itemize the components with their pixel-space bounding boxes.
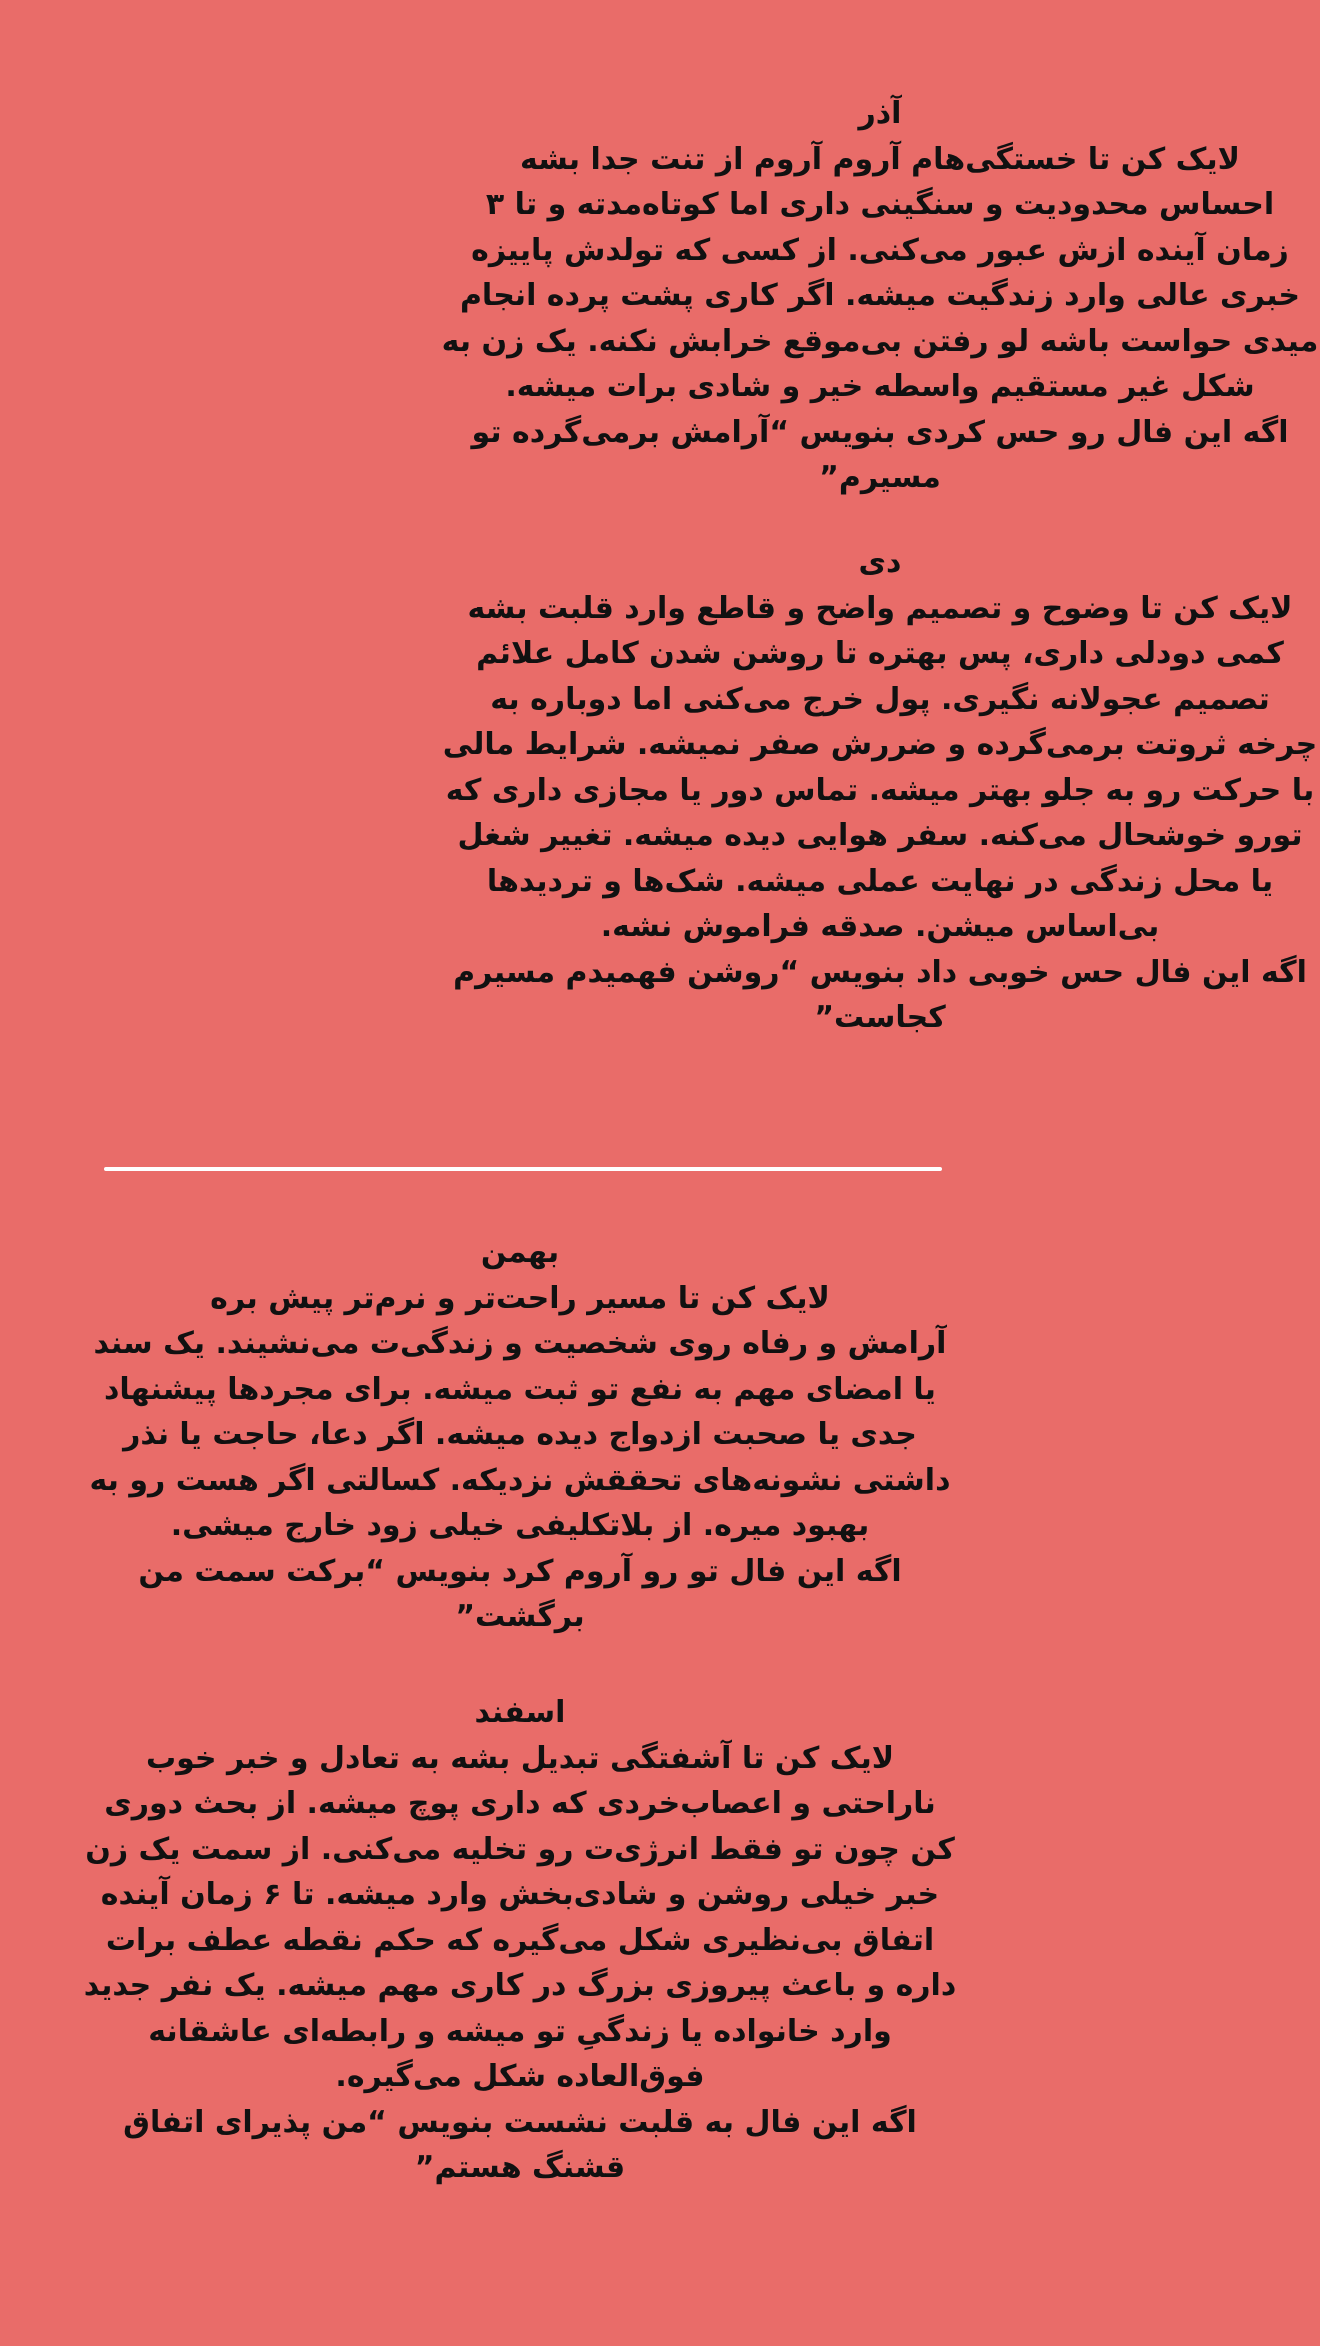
- text-line: لایک کن تا وضوح و تصمیم واضح و قاطع وارد قلبت بشه: [467, 590, 1293, 626]
- text-line: ناراحتی و اعصاب‌خردی که داری پوچ میشه. از بحث دوری: [104, 1786, 936, 1821]
- text-line: داره و باعث پیروزی بزرگ در کاری مهم میشه. یک نفر جدید: [83, 1968, 957, 2003]
- text-line: شکل غیر مستقیم واسطه خیر و شادی برات میشه.: [505, 369, 1255, 404]
- text-line: لایک کن تا آشفتگی تبدیل بشه به تعادل و خبر خوب: [145, 1740, 895, 1776]
- text-line: آرامش و رفاه روی شخصیت و زندگی‌ت می‌نشیند. یک سند: [93, 1326, 947, 1361]
- fortune-section-esfand: [80, 1690, 960, 2191]
- fortune-section-dey: [440, 540, 1320, 1041]
- text-line: اتفاق بی‌نظیری شکل می‌گیره که حکم نقطه عطف برات: [105, 1922, 935, 1958]
- fortune-section-bahman: [80, 1230, 960, 1640]
- text-line: بی‌اساس میشن. صدقه فراموش نشه.: [600, 909, 1160, 944]
- section-title: آذر: [858, 96, 902, 131]
- text-line: اگه این فال رو حس کردی بنویس “آرامش برمی‌گرده تو: [471, 414, 1289, 450]
- text-line: با حرکت رو به جلو بهتر میشه. تماس دور یا مجازی داری که: [445, 772, 1315, 808]
- text-line: میدی حواست باشه لو رفتن بی‌موقع خرابش نکنه. یک زن به: [441, 323, 1319, 359]
- fortune-section-azar: [440, 91, 1320, 501]
- text-line: یا امضای مهم به نفع تو ثبت میشه. برای مجردها پیشنهاد: [104, 1371, 936, 1407]
- section-title: دی: [858, 545, 902, 580]
- text-line: برگشت”: [455, 1599, 585, 1634]
- text-line: اگه این فال حس خوبی داد بنویس “روشن فهمیدم مسیرم: [453, 954, 1307, 990]
- text-line: زمان آینده ازش عبور می‌کنی. از کسی که تولدش پاییزه: [471, 232, 1289, 268]
- text-line: یا محل زندگی در نهایت عملی میشه. شک‌ها و تردیدها: [486, 863, 1274, 899]
- text-line: مسیرم”: [819, 460, 941, 495]
- text-line: کن چون تو فقط انرژی‌ت رو تخلیه می‌کنی. از سمت یک زن: [85, 1831, 955, 1867]
- text-line: فوق‌العاده شکل می‌گیره.: [335, 2059, 705, 2094]
- text-line: اگه این فال به قلبت نشست بنویس “من پذیرای اتفاق: [123, 2104, 917, 2140]
- text-line: داشتی نشونه‌های تحققش نزدیکه. کسالتی اگر هست رو به: [89, 1462, 951, 1498]
- text-line: وارد خانواده یا زندگیِ تو میشه و رابطه‌ای عاشقانه: [148, 2013, 892, 2049]
- text-line: اگه این فال تو رو آروم کرد بنویس “برکت سمت من: [138, 1553, 902, 1589]
- text-line: جدی یا صحبت ازدواج دیده میشه. اگر دعا، حاجت یا نذر: [123, 1417, 917, 1452]
- section-title: بهمن: [480, 1235, 560, 1270]
- text-line: قشنگ هستم”: [414, 2150, 626, 2185]
- text-line: لایک کن تا مسیر راحت‌تر و نرم‌تر پیش بره: [210, 1280, 830, 1316]
- text-line: چرخه ثروتت برمی‌گرده و ضررش صفر نمیشه. شرایط مالی: [442, 727, 1318, 762]
- text-line: خبری عالی وارد زندگیت میشه. اگر کاری پشت پرده انجام: [459, 278, 1301, 313]
- text-line: تصمیم عجولانه نگیری. پول خرج می‌کنی اما دوباره به: [490, 681, 1270, 717]
- text-line: احساس محدودیت و سنگینی داری اما کوتاه‌مدته و تا ۳: [485, 187, 1275, 222]
- text-line: بهبود میره. از بلاتکلیفی خیلی زود خارج میشی.: [170, 1508, 870, 1543]
- text-line: لایک کن تا خستگی‌هام آروم آروم از تنت جدا بشه: [520, 141, 1240, 177]
- text-line: تورو خوشحال می‌کنه. سفر هوایی دیده میشه. تغییر شغل: [457, 818, 1303, 853]
- text-line: کجاست”: [814, 1000, 946, 1035]
- section-title: اسفند: [474, 1695, 566, 1730]
- divider-line: [104, 1167, 942, 1171]
- text-line: خبر خیلی روشن و شادی‌بخش وارد میشه. تا ۶ زمان آینده: [100, 1877, 940, 1912]
- text-line: کمی دودلی داری، پس بهتره تا روشن شدن کامل علائم: [476, 636, 1284, 671]
